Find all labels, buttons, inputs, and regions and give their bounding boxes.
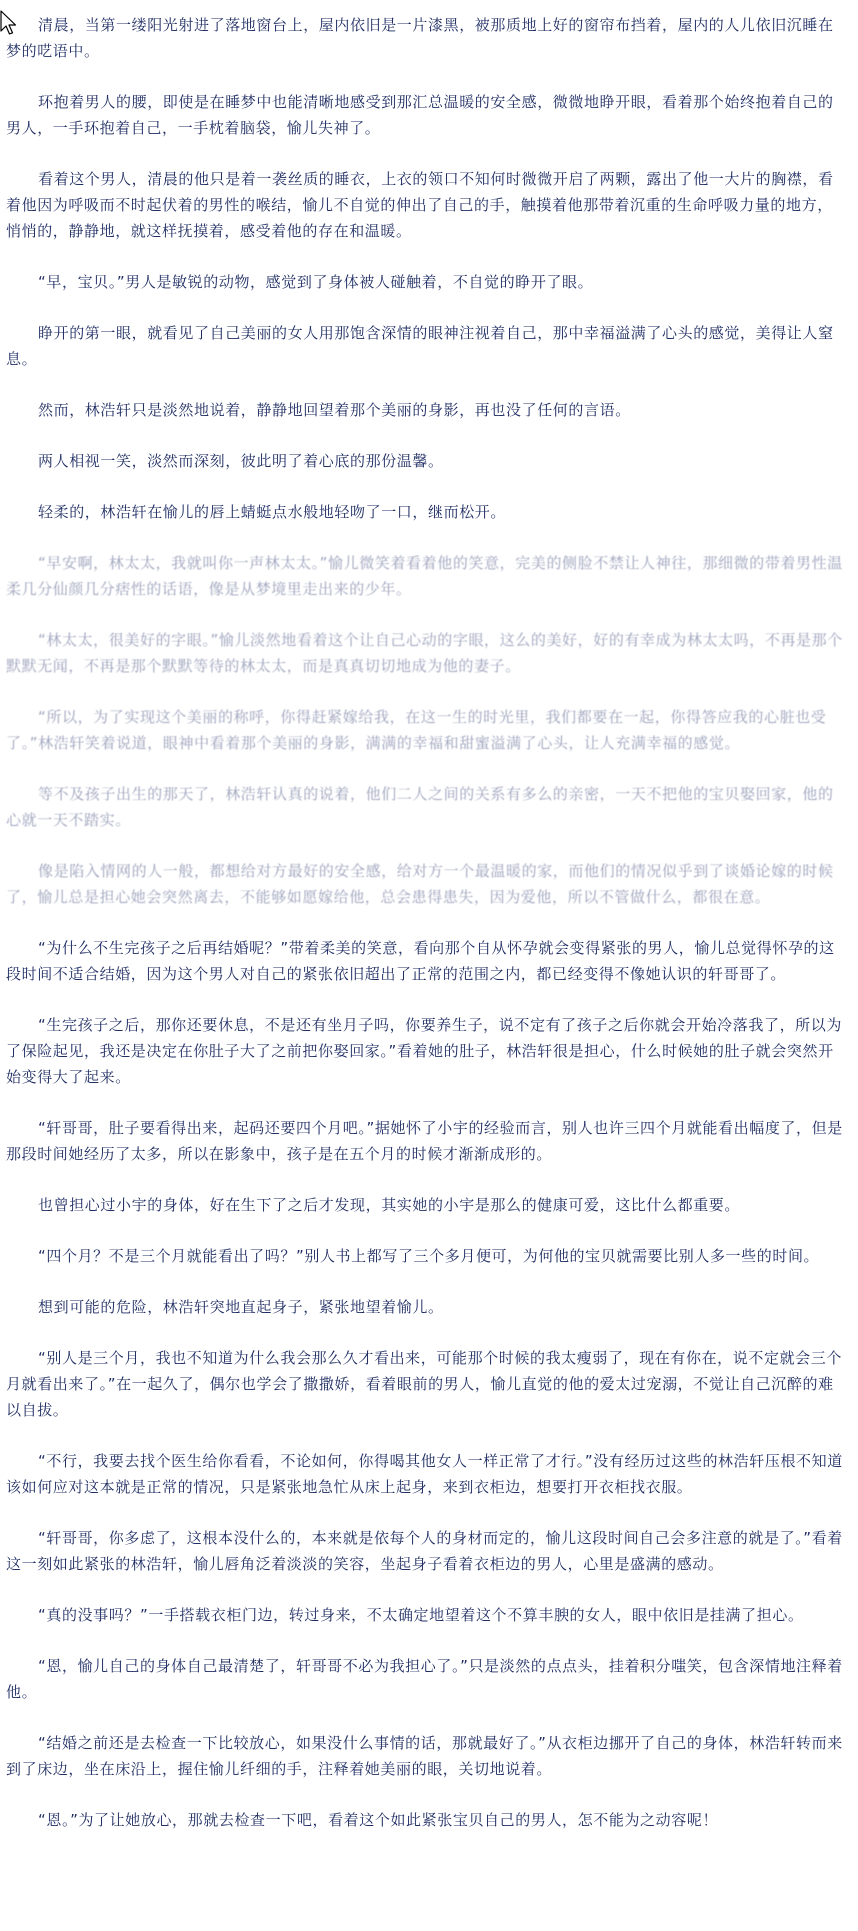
paragraph: 清晨，当第一缕阳光射进了落地窗台上，屋内依旧是一片漆黑，被那质地上好的窗帘布挡着，屋内的人儿依旧沉睡在梦的呓语中。 bbox=[6, 16, 834, 60]
paragraph: “恩，愉儿自己的身体自己最清楚了，轩哥哥不必为我担心了。”只是淡然的点点头，挂着积分嗤笑，包含深情地注释着他。 bbox=[6, 1657, 843, 1701]
paragraph: 等不及孩子出生的那天了，林浩轩认真的说着，他们二人之间的关系有多么的亲密，一天不把他的宝贝娶回家，他的心就一天不踏实。 bbox=[6, 785, 834, 829]
paragraph: “轩哥哥，你多虑了，这根本没什么的，本来就是依每个人的身材而定的，愉儿这段时间自己会多注意的就是了。”看着这一刻如此紧张的林浩轩，愉儿唇角泛着淡淡的笑容，坐起身子看着衣柜边的男人，心里是盛满的感动。 bbox=[6, 1529, 843, 1573]
paragraph: 像是陷入情网的人一般，都想给对方最好的安全感，给对方一个最温暖的家，而他们的情况似乎到了谈婚论嫁的时候了，愉儿总是担心她会突然离去，不能够如愿嫁给他，总会患得患失，因为爱他，所以不管做什么，都很在意。 bbox=[6, 862, 834, 906]
paragraph: “早，宝贝。”男人是敏锐的动物，感觉到了身体被人碰触着，不自觉的睁开了眼。 bbox=[38, 273, 594, 291]
paragraph: “林太太，很美好的字眼。”愉儿淡然地看着这个让自己心动的字眼，这么的美好，好的有幸成为林太太吗，不再是那个默默无闻，不再是那个默默等待的林太太，而是真真切切地成为他的妻子。 bbox=[6, 631, 843, 675]
paragraph: “结婚之前还是去检查一下比较放心，如果没什么事情的话，那就最好了。”从衣柜边挪开了自己的身体，林浩轩转而来到了床边，坐在床沿上，握住愉儿纤细的手，注释着她美丽的眼，关切地说着。 bbox=[6, 1734, 843, 1778]
paragraph: 然而，林浩轩只是淡然地说着，静静地回望着那个美丽的身影，再也没了任何的言语。 bbox=[38, 401, 631, 419]
paragraph: “恩。”为了让她放心，那就去检查一下吧，看着这个如此紧张宝贝自己的男人，怎不能为之动容呢！ bbox=[38, 1811, 719, 1829]
paragraph: 看着这个男人，清晨的他只是着一袭丝质的睡衣，上衣的领口不知何时微微开启了两颗，露出了他一大片的胸襟，看着他因为呼吸而不时起伏着的男性的喉结，愉儿不自觉的伸出了自己的手，触摸着他那带着沉重的生命呼吸力量的地方，悄悄的，静静地，就这样抚摸着，感受着他的存在和温暖。 bbox=[6, 170, 834, 240]
paragraph: “早安啊，林太太，我就叫你一声林太太。”愉儿微笑着看着他的笑意，完美的侧脸不禁让人神往，那细微的带着男性温柔几分仙颜几分痞性的话语，像是从梦境里走出来的少年。 bbox=[6, 554, 843, 598]
paragraph: 想到可能的危险，林浩轩突地直起身子，紧张地望着愉儿。 bbox=[38, 1298, 444, 1316]
paragraph: “别人是三个月，我也不知道为什么我会那么久才看出来，可能那个时候的我太瘦弱了，现在有你在，说不定就会三个月就看出来了。”在一起久了，偶尔也学会了撒撒娇，看着眼前的男人，愉儿直觉的他的爱太过宠溺，不觉让自己沉醉的难以自拔。 bbox=[6, 1349, 842, 1419]
paragraph: “为什么不生完孩子之后再结婚呢？”带着柔美的笑意，看向那个自从怀孕就会变得紧张的男人，愉儿总觉得怀孕的这段时间不适合结婚，因为这个男人对自己的紧张依旧超出了正常的范围之内，都已经变得不像她认识的轩哥哥了。 bbox=[6, 939, 835, 983]
paragraph: “不行，我要去找个医生给你看看，不论如何，你得喝其他女人一样正常了才行。”没有经历过这些的林浩轩压根不知道该如何应对这本就是正常的情况，只是紧张地急忙从床上起身，来到衣柜边，想要打开衣柜找衣服。 bbox=[6, 1452, 843, 1496]
article-body bbox=[6, 12, 848, 1858]
paragraph: “轩哥哥，肚子要看得出来，起码还要四个月吧。”据她怀了小宇的经验而言，别人也许三四个月就能看出幅度了，但是那段时间她经历了太多，所以在影象中，孩子是在五个月的时候才渐渐成形的。 bbox=[6, 1119, 843, 1163]
paragraph: 轻柔的，林浩轩在愉儿的唇上蜻蜓点水般地轻吻了一口，继而松开。 bbox=[38, 503, 507, 521]
paragraph: “四个月？不是三个月就能看出了吗？”别人书上都写了三个多月便可，为何他的宝贝就需要比别人多一些的时间。 bbox=[38, 1247, 820, 1265]
paragraph: “生完孩子之后，那你还要休息，不是还有坐月子吗，你要养生子，说不定有了孩子之后你就会开始冷落我了，所以为了保险起见，我还是决定在你肚子大了之前把你娶回家。”看着她的肚子，林浩轩很是担心，什么时候她的肚子就会突然开始变得大了起来。 bbox=[6, 1016, 842, 1086]
paragraph: “所以，为了实现这个美丽的称呼，你得赶紧嫁给我，在这一生的时光里，我们都要在一起，你得答应我的心脏也受了。”林浩轩笑着说道，眼神中看着那个美丽的身影，满满的幸福和甜蜜溢满了心头，让人充满幸福的感觉。 bbox=[6, 708, 827, 752]
paragraph: 睁开的第一眼，就看见了自己美丽的女人用那饱含深情的眼神注视着自己，那中幸福溢满了心头的感觉，美得让人窒息。 bbox=[6, 324, 834, 368]
paragraph: 环抱着男人的腰，即使是在睡梦中也能清晰地感受到那汇总温暖的安全感，微微地睁开眼，看着那个始终抱着自己的男人，一手环抱着自己，一手枕着脑袋，愉儿失神了。 bbox=[6, 93, 834, 137]
paragraph: 两人相视一笑，淡然而深刻，彼此明了着心底的那份温馨。 bbox=[38, 452, 444, 470]
paragraph: “真的没事吗？”一手搭载衣柜门边，转过身来，不太确定地望着这个不算丰腴的女人，眼中依旧是挂满了担心。 bbox=[38, 1606, 804, 1624]
paragraph: 也曾担心过小宇的身体，好在生下了之后才发现，其实她的小宇是那么的健康可爱，这比什么都重要。 bbox=[38, 1196, 741, 1214]
